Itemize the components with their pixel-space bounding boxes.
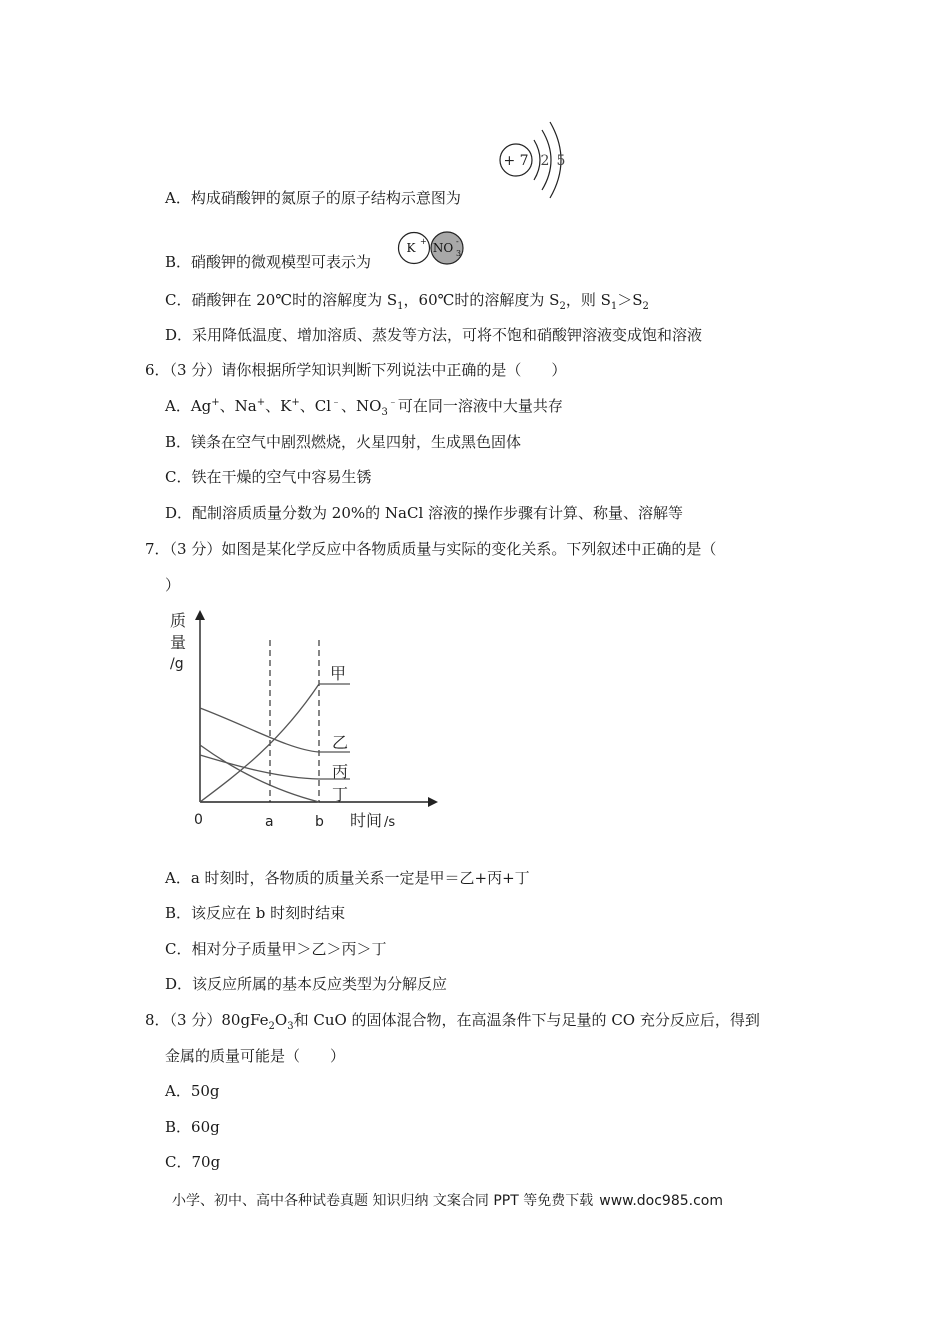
q8-option-a: A．50g	[165, 1082, 220, 1100]
ion-text: 、NO	[341, 397, 382, 415]
q7-option-d: D．该反应所属的基本反应类型为分解反应	[165, 975, 448, 993]
option-text: ，则 S	[565, 291, 611, 309]
series-label-yi: 乙	[332, 733, 349, 752]
potassium-nitrate-model-icon	[397, 230, 469, 266]
superscript: +	[291, 397, 300, 408]
series-label-ding: 丁	[332, 785, 349, 804]
subscript: 2	[559, 301, 566, 312]
option-text: 硝酸钾在 20℃时的溶解度为 S	[191, 291, 398, 309]
q7-option-a: A．a 时刻时，各物质的质量关系一定是甲＝乙+丙+丁	[165, 869, 530, 887]
y-axis-arrow-icon	[195, 610, 205, 620]
superscript: ﹣	[387, 397, 398, 408]
q8-stem-continued: 金属的质量可能是（ ）	[165, 1047, 346, 1065]
mass-time-graph	[160, 602, 450, 834]
q7-stem: 7．（3 分）如图是某化学反应中各物质质量与实际的变化关系。下列叙述中正确的是（	[145, 540, 717, 558]
k-ion-label: K	[406, 241, 416, 255]
superscript: ﹣	[331, 397, 342, 408]
q7-stem-continued: ）	[165, 576, 181, 594]
subscript: 2	[642, 301, 649, 312]
tick-a-label: a	[265, 814, 274, 830]
q6-option-a	[165, 396, 563, 416]
page-footer	[172, 1190, 723, 1210]
curve-yi	[200, 708, 350, 752]
stem-text: O	[274, 1011, 288, 1029]
option-label: C．	[165, 291, 192, 309]
q5-option-a	[165, 188, 461, 208]
ion-text: 、Na	[219, 397, 257, 415]
shell2-label: 5	[556, 153, 566, 169]
q7-option-c: C．相对分子质量甲＞乙＞丙＞丁	[165, 940, 387, 958]
y-label-2: 量	[170, 633, 187, 652]
q8-option-c: C．70g	[165, 1153, 221, 1171]
option-label: B．	[165, 253, 192, 271]
q5-option-b	[165, 252, 371, 272]
option-label: A．	[165, 397, 191, 415]
ion-text: 、K	[265, 397, 292, 415]
q6-option-c: C．铁在干燥的空气中容易生锈	[165, 468, 372, 486]
option-text: ＞S	[617, 291, 643, 309]
q8-stem	[145, 1010, 760, 1030]
subscript: 1	[397, 301, 404, 312]
option-label: A．	[165, 189, 191, 207]
option-text: 硝酸钾的微观模型可表示为	[191, 253, 372, 271]
subscript: 3	[287, 1021, 294, 1032]
q7-option-b: B．该反应在 b 时刻时结束	[165, 904, 346, 922]
origin-label: 0	[194, 812, 203, 828]
stem-text: 8．（3 分）80gFe	[145, 1011, 269, 1029]
subscript: 1	[610, 301, 618, 312]
k-ion-charge: +	[420, 237, 427, 246]
nucleus-label: + 7	[503, 153, 529, 169]
option-text: 采用降低温度、增加溶质、蒸发等方法，可将不饱和硝酸钾溶液变成饱和溶液	[192, 326, 703, 344]
footer-text: 小学、初中、高中各种试卷真题 知识归纳 文案合同 PPT 等免费下载	[172, 1193, 594, 1209]
subscript: 3	[381, 407, 388, 418]
superscript: +	[211, 397, 220, 408]
ion-text: 、Cl	[299, 397, 332, 415]
q6-option-d: D．配制溶质质量分数为 20%的 NaCl 溶液的操作步骤有计算、称量、溶解等	[165, 504, 684, 522]
footer-link[interactable]: www.doc985.com	[599, 1193, 723, 1209]
tick-b-label: b	[315, 814, 324, 830]
subscript: 2	[268, 1021, 275, 1032]
curve-jia	[200, 684, 350, 802]
q5-option-c	[165, 290, 649, 310]
superscript: +	[256, 397, 266, 408]
q5-option-d	[165, 325, 702, 345]
x-axis-arrow-icon	[428, 797, 438, 807]
nitrate-ion-label: NO	[432, 241, 454, 255]
y-label-1: 质	[170, 611, 187, 630]
option-text: ，60℃时的溶解度为 S	[403, 291, 560, 309]
option-text: 构成硝酸钾的氮原子的原子结构示意图为	[190, 189, 461, 207]
stem-text: 和 CuO 的固体混合物，在高温条件下与足量的 CO 充分反应后，得到	[293, 1011, 760, 1029]
option-label: D．	[165, 326, 193, 344]
x-unit: /s	[384, 815, 396, 830]
curve-bing	[200, 755, 350, 779]
series-label-bing: 丙	[332, 762, 349, 781]
q6-stem: 6．（3 分）请你根据所学知识判断下列说法中正确的是（ ）	[145, 361, 567, 379]
nitrate-ion-subscript: 3	[456, 249, 462, 258]
y-unit: /g	[170, 656, 184, 672]
nitrogen-atom-diagram-icon	[498, 118, 578, 200]
x-label: 时间	[350, 811, 383, 830]
series-label-jia: 甲	[330, 664, 347, 683]
shell1-label: 2	[540, 153, 550, 169]
q6-option-b: B．镁条在空气中剧烈燃烧，火星四射，生成黑色固体	[165, 433, 522, 451]
option-text: 可在同一溶液中大量共存	[397, 397, 563, 415]
nitrate-ion-charge: -	[456, 237, 459, 246]
ion-text: Ag	[190, 397, 212, 415]
q8-option-b: B．60g	[165, 1118, 220, 1136]
